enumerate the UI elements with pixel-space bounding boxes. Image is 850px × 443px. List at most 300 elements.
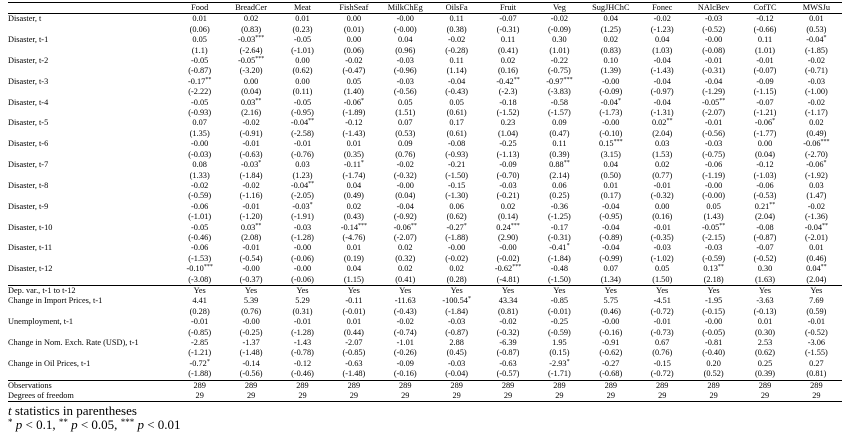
table-cell: -0.97*** [546, 76, 573, 86]
table-cell: (1.23) [292, 170, 313, 180]
table-cell: 29 [534, 391, 585, 402]
table-cell: (-0.97) [650, 87, 674, 97]
table-cell: (0.04) [395, 191, 416, 201]
table-cell: (-1.31) [650, 108, 674, 118]
table-cell: (0.35) [343, 149, 364, 159]
row-label: Unemployment, t-1 [8, 317, 73, 327]
table-cell: -0.02 [807, 201, 826, 211]
row-label [8, 328, 174, 338]
table-cell: -2.07 [345, 338, 363, 347]
table-cell: 43.34 [498, 296, 518, 306]
table-cell: -0.01 [293, 317, 312, 327]
table-cell: -0.04 [602, 201, 620, 211]
row-label [8, 150, 174, 160]
row-label: Change in Oil Prices, t-1 [8, 358, 91, 368]
table-cell: (-1.50) [548, 274, 571, 284]
table-cell: 0.02 [603, 35, 619, 45]
tstat-row [8, 369, 842, 380]
table-cell: -0.05 [191, 97, 209, 107]
table-cell: (2.18) [703, 274, 724, 284]
table-cell: (-3.08) [188, 274, 212, 284]
table-cell: -0.12 [345, 118, 363, 128]
table-cell: (1.35) [189, 128, 210, 138]
table-cell: -0.18 [499, 97, 517, 107]
table-cell: 0.00 [346, 35, 362, 45]
table-cell: (-1.88) [188, 369, 212, 379]
table-cell: (0.39) [549, 149, 570, 159]
table-cell: 0.05 [449, 97, 464, 107]
table-cell: 0.02 [500, 201, 516, 211]
row-label: Disaster, t-2 [8, 56, 49, 66]
table-cell: 0.02 [397, 243, 413, 253]
table-cell: 5.29 [295, 296, 310, 306]
table-cell: (-0.31) [548, 232, 571, 242]
table-cell: 289 [534, 380, 585, 391]
table-cell: -0.03 [704, 243, 723, 253]
table-cell: (-0.70) [496, 170, 520, 180]
table-cell: (-0.00) [702, 191, 725, 201]
table-cell: Yes [482, 285, 533, 296]
table-cell: (-0.73) [650, 327, 674, 337]
table-cell: (-0.35) [650, 232, 674, 242]
table-cell: -0.00 [704, 317, 723, 327]
column-header: OilsFa [431, 3, 482, 14]
table-cell: (0.06) [189, 24, 210, 34]
table-cell: -0.02 [807, 97, 826, 107]
table-cell: (-0.96) [393, 66, 417, 76]
table-cell: -0.58 [550, 97, 569, 107]
table-cell: 0.00 [295, 56, 310, 66]
table-cell: Yes [534, 285, 585, 296]
table-cell: -0.00 [448, 243, 466, 253]
table-cell: (1.01) [549, 45, 570, 55]
table-cell: (1.53) [652, 149, 673, 159]
tstat-row [8, 108, 842, 118]
table-cell: (-0.25) [239, 327, 263, 337]
table-cell: 0.02 [500, 56, 516, 66]
row-label: Disaster, t-10 [8, 222, 53, 232]
table-cell: 0.11 [449, 56, 464, 66]
table-cell: (0.76) [652, 348, 673, 358]
table-cell: 0.04 [346, 264, 362, 274]
table-cell: 1.95 [552, 338, 567, 347]
table-cell: -0.00 [293, 264, 312, 274]
column-header: Fonec [637, 3, 688, 14]
coef-row [8, 160, 842, 170]
note-t-text: statistics in parentheses [11, 403, 137, 418]
table-cell: (-1.23) [650, 24, 674, 34]
table-cell: -0.07 [756, 97, 774, 107]
table-cell: (0.23) [292, 24, 313, 34]
table-cell: (-0.52) [702, 24, 725, 34]
table-body [8, 14, 842, 402]
table-cell: (-1.03) [753, 170, 777, 180]
table-cell: (-1.71) [548, 369, 571, 379]
table-cell: (1.63) [754, 274, 776, 284]
table-cell: 0.01 [809, 243, 824, 253]
table-cell: Yes [380, 285, 431, 296]
table-cell: -1.01 [396, 338, 414, 347]
control-row [8, 359, 842, 369]
note-t-symbol: t [8, 403, 12, 418]
table-cell: -0.02 [191, 180, 209, 190]
table-cell: (-1.13) [496, 149, 520, 159]
table-cell: 0.11 [552, 139, 567, 149]
table-cell: (0.77) [652, 170, 673, 180]
table-cell: 0.25 [757, 358, 773, 368]
table-cell: -0.01 [653, 180, 671, 190]
table-cell: (1.47) [806, 191, 827, 201]
table-cell: -0.00 [191, 139, 209, 149]
table-cell: 29 [585, 391, 636, 402]
table-cell: -0.17 [550, 222, 569, 232]
table-cell: (0.39) [754, 369, 776, 379]
table-cell: (0.41) [498, 45, 519, 55]
table-cell: 29 [688, 391, 739, 402]
table-cell: 29 [380, 391, 431, 402]
table-cell: (0.28) [189, 306, 210, 316]
table-cell: (2.04) [652, 128, 673, 138]
table-cell: -0.05 [293, 97, 312, 107]
table-cell: -0.03 [448, 358, 466, 368]
table-cell: (-0.52) [753, 253, 777, 263]
tstat-row [8, 254, 842, 264]
row-label [8, 66, 174, 76]
table-cell: 0.01 [346, 139, 362, 149]
table-cell: -0.17** [188, 76, 212, 86]
row-label: Disaster, t-7 [8, 160, 49, 170]
table-cell: Yes [637, 285, 688, 296]
table-cell: (0.96) [395, 45, 416, 55]
table-cell: -0.02 [345, 56, 363, 66]
table-cell: 0.07 [397, 118, 413, 128]
table-cell: 289 [225, 380, 276, 391]
table-cell: (-1.57) [548, 108, 571, 118]
table-cell: 0.05 [654, 264, 670, 274]
table-cell: 0.11 [757, 35, 773, 45]
row-label [8, 348, 174, 358]
table-cell: 2.53 [757, 338, 773, 347]
table-cell: (-1.53) [188, 253, 212, 263]
table-cell: (-0.31) [702, 66, 725, 76]
table-cell: -0.03* [292, 201, 313, 211]
table-cell: (-0.10) [599, 128, 623, 138]
table-cell: 0.07 [192, 118, 207, 128]
table-cell: -4.51 [653, 296, 671, 306]
table-cell: (1.34) [600, 274, 621, 284]
table-cell: (-0.74) [393, 327, 417, 337]
table-cell: -0.63 [345, 358, 363, 368]
table-cell: -0.06*** [803, 139, 830, 149]
table-cell: -3.06 [807, 338, 826, 347]
table-cell: (-1.01) [291, 45, 314, 55]
table-cell: -1.95 [704, 296, 723, 306]
table-cell: (-0.32) [650, 191, 674, 201]
table-cell: -0.04* [806, 35, 827, 45]
table-cell: -0.00 [396, 180, 414, 190]
row-label: Disaster, t [8, 14, 42, 24]
table-cell: (-1.01) [188, 212, 212, 222]
table-cell: 0.00 [757, 139, 773, 149]
column-header: BreadCer [225, 3, 276, 14]
table-cell: (1.25) [600, 24, 621, 34]
table-cell: -0.02 [550, 14, 569, 24]
column-header: CofTC [739, 3, 790, 14]
table-cell: -0.03 [499, 180, 517, 190]
regression-table [8, 2, 842, 402]
table-cell: -0.03 [448, 317, 466, 327]
table-cell: 289 [739, 380, 790, 391]
table-cell: (-1.21) [188, 348, 212, 358]
table-cell: -0.14 [242, 358, 260, 368]
table-cell: (-0.87) [496, 348, 520, 358]
coef-row [8, 118, 842, 128]
table-cell: (-4.76) [342, 232, 366, 242]
tstat-row [8, 150, 842, 160]
table-cell: (-0.76) [291, 149, 314, 159]
table-cell: (-1.73) [599, 108, 623, 118]
table-cell: -0.09 [499, 160, 517, 170]
table-cell: -0.05 [293, 35, 312, 45]
row-label [8, 254, 174, 264]
row-label: Degrees of freedom [8, 391, 174, 402]
regression-table-container [8, 2, 842, 402]
table-cell: -0.03 [653, 243, 671, 253]
row-label [8, 191, 174, 201]
table-cell: (-2.22) [188, 87, 212, 97]
table-cell: -0.08 [756, 222, 774, 232]
table-cell: (-3.83) [548, 87, 571, 97]
table-cell: (-0.37) [239, 274, 263, 284]
table-cell: Yes [585, 285, 636, 296]
table-cell: (-0.46) [188, 232, 212, 242]
table-cell: (-1.43) [650, 66, 674, 76]
table-cell: -0.00 [293, 243, 312, 253]
table-cell: (0.83) [241, 24, 262, 34]
table-cell: Yes [277, 285, 328, 296]
table-cell: (0.61) [446, 128, 467, 138]
table-cell: (-0.47) [342, 66, 366, 76]
table-cell: -6.39 [499, 338, 517, 347]
table-cell: (1.43) [703, 212, 724, 222]
tstat-row [8, 328, 842, 338]
table-cell: (-1.74) [342, 170, 366, 180]
table-cell: (-1.30) [445, 191, 469, 201]
table-cell: (-0.95) [599, 212, 623, 222]
tstat-row [8, 129, 842, 139]
table-cell: 0.67 [654, 338, 670, 347]
row-label [8, 212, 174, 222]
table-cell: (-0.89) [599, 232, 623, 242]
table-cell: (-0.72) [650, 306, 674, 316]
table-cell: (-2.15) [702, 232, 725, 242]
table-cell: (0.31) [292, 306, 313, 316]
table-cell: (-0.16) [393, 369, 417, 379]
table-cell: -0.04** [290, 118, 315, 128]
table-cell: -0.04 [448, 76, 466, 86]
table-cell: (-0.91) [239, 128, 263, 138]
table-cell: 0.05 [706, 201, 721, 211]
table-cell: 0.88** [549, 160, 570, 170]
table-cell: (-0.01) [548, 306, 571, 316]
column-header: SugJHChC [585, 3, 636, 14]
table-cell: -0.07 [499, 14, 517, 24]
table-cell: (0.76) [395, 149, 416, 159]
table-cell: -0.03 [807, 76, 826, 86]
table-cell: -0.04 [396, 201, 414, 211]
table-cell: (-0.63) [239, 149, 263, 159]
table-cell: (-1.89) [342, 108, 366, 118]
table-cell: -0.14*** [340, 222, 368, 232]
table-cell: (-0.03) [188, 149, 212, 159]
table-cell: (1.03) [652, 45, 673, 55]
row-label: Disaster, t-5 [8, 118, 49, 128]
table-cell: 289 [585, 380, 636, 391]
tstat-row [8, 212, 842, 222]
table-cell: -0.03 [293, 222, 312, 232]
table-cell: (0.83) [600, 45, 621, 55]
table-cell: (0.76) [241, 306, 262, 316]
table-cell: (-0.56) [239, 369, 263, 379]
table-cell: (-0.75) [702, 149, 725, 159]
table-cell: (2.16) [241, 108, 262, 118]
table-cell: 0.09 [397, 139, 413, 149]
table-cell: (-0.16) [599, 327, 623, 337]
table-cell: (-2.70) [804, 149, 828, 159]
control-row [8, 317, 842, 327]
table-cell: -0.02 [396, 317, 414, 327]
table-cell: 0.09 [552, 118, 567, 128]
table-cell: Yes [431, 285, 482, 296]
coef-row [8, 14, 842, 25]
table-cell: (-0.01) [342, 306, 366, 316]
table-cell: 289 [637, 380, 688, 391]
table-cell: -0.01 [191, 317, 209, 327]
table-cell: 0.04 [346, 180, 362, 190]
table-cell: -0.04 [653, 76, 671, 86]
table-cell: -0.01 [653, 317, 671, 327]
note-t-statistics [8, 404, 181, 418]
table-cell: (-1.36) [804, 212, 828, 222]
row-label: Observations [8, 380, 174, 391]
table-cell: -0.06* [343, 97, 365, 107]
table-cell: 0.01 [295, 14, 310, 24]
table-cell: -0.01 [704, 56, 723, 66]
table-cell: 0.20 [706, 358, 721, 368]
table-cell: 0.02 [809, 118, 824, 128]
table-cell: (0.17) [600, 191, 621, 201]
table-cell: (-1.28) [291, 232, 314, 242]
table-cell: -0.01 [756, 56, 774, 66]
table-cell: -0.00 [602, 76, 620, 86]
column-header: MWSJu [791, 3, 842, 14]
table-cell: -0.03*** [237, 35, 265, 45]
table-cell: (0.19) [343, 253, 364, 263]
table-cell: (-1.15) [753, 87, 777, 97]
table-cell: (1.1) [191, 45, 208, 55]
table-cell: (2.90) [498, 232, 519, 242]
tstat-row [8, 87, 842, 97]
table-cell: (0.53) [395, 128, 416, 138]
table-cell: (0.47) [549, 128, 570, 138]
table-cell: 0.06 [449, 201, 464, 211]
table-cell: 0.01 [603, 180, 619, 190]
table-cell: (-1.52) [496, 108, 520, 118]
table-cell: -0.48 [550, 264, 569, 274]
table-cell: (-0.93) [445, 149, 469, 159]
table-cell: -0.01 [242, 139, 260, 149]
row-label: Disaster, t-8 [8, 180, 49, 190]
table-cell: -0.02 [396, 160, 414, 170]
table-cell: (-1.92) [804, 170, 828, 180]
row-label: Disaster, t-3 [8, 76, 49, 86]
table-cell: -0.02 [499, 317, 517, 327]
table-cell: -0.02 [242, 180, 260, 190]
table-cell: (-0.00) [393, 24, 417, 34]
table-cell: (-0.32) [393, 170, 417, 180]
coef-row [8, 35, 842, 45]
table-cell: -0.04 [704, 76, 723, 86]
table-cell: (0.46) [600, 306, 621, 316]
table-cell: -0.06** [393, 222, 417, 232]
table-cell: (-1.85) [804, 45, 828, 55]
table-cell: -0.36 [550, 201, 569, 211]
table-cell: 0.02 [654, 160, 670, 170]
table-cell: -0.04** [290, 180, 315, 190]
table-cell: -0.00 [704, 35, 723, 45]
table-cell: -0.12 [293, 358, 312, 368]
table-cell: Yes [174, 285, 225, 296]
table-cell: -0.05 [191, 222, 209, 232]
coef-row [8, 202, 842, 212]
row-label [8, 25, 174, 35]
table-cell: -0.91 [602, 338, 620, 347]
header-row [8, 3, 842, 14]
table-cell: (1.04) [498, 128, 519, 138]
table-cell: -0.04* [600, 97, 621, 107]
header-corner [8, 3, 174, 14]
tstat-row [8, 46, 842, 56]
table-cell: 0.15*** [599, 139, 623, 149]
table-cell: (0.14) [498, 212, 519, 222]
table-cell: (-0.05) [702, 327, 725, 337]
table-cell: (0.32) [395, 253, 416, 263]
table-cell: 0.11 [500, 35, 516, 45]
table-cell: (2.14) [549, 170, 570, 180]
table-cell: 289 [380, 380, 431, 391]
table-cell: -0.02 [807, 56, 826, 66]
table-cell: 0.00 [346, 14, 362, 24]
table-cell: -0.03* [240, 160, 262, 170]
table-cell: -0.01 [653, 222, 671, 232]
table-cell: (-1.20) [239, 212, 263, 222]
table-cell: -0.06 [756, 180, 774, 190]
row-label: Disaster, t-12 [8, 264, 53, 274]
table-cell: -0.00 [602, 118, 620, 128]
table-cell: (0.44) [343, 327, 364, 337]
table-cell: 0.13** [703, 264, 724, 274]
table-cell: 0.07 [603, 264, 619, 274]
row-label [8, 108, 174, 118]
table-cell: Yes [688, 285, 739, 296]
table-cell: -0.85 [550, 296, 569, 306]
table-cell: -0.25 [499, 139, 517, 149]
table-cell: -0.00 [242, 264, 260, 274]
table-cell: (-0.31) [496, 24, 520, 34]
table-cell: -0.01 [704, 118, 723, 128]
table-cell: -0.42** [496, 76, 520, 86]
table-cell: (0.46) [806, 253, 827, 263]
